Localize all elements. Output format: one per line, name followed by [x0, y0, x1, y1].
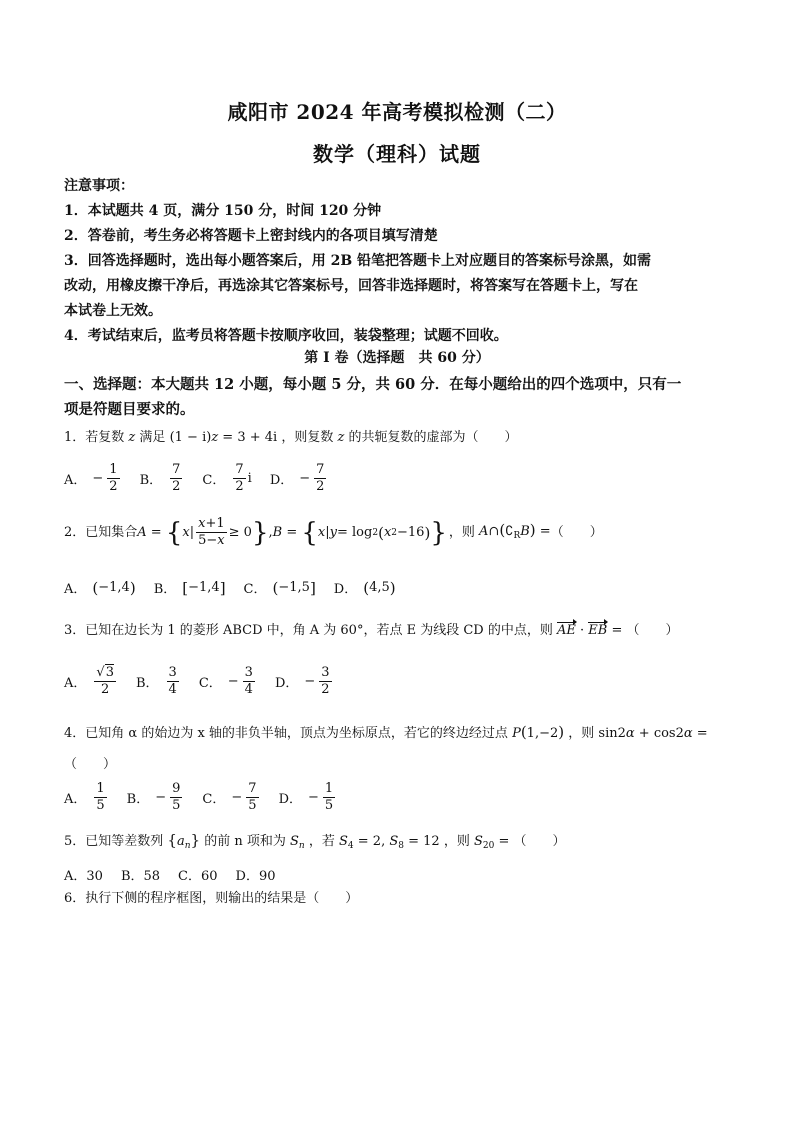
question-4-blank: （ ）	[64, 757, 117, 772]
option-b[interactable]: B． $\frac{7}{2}$	[139, 462, 181, 494]
question-4: 4．已知角 α 的始边为 x 轴的非负半轴，顶点为坐标原点，若它的终边经过点 P(1,−2) ，则 sin2α + cos2α =	[64, 723, 708, 741]
formula-seq: $\{a_n\}$	[167, 831, 201, 851]
option-a[interactable]: A． $\frac{√3}{2}$	[64, 665, 114, 697]
question-5: 5．已知等差数列 $\{a_n\}$ 的前 n 项和为 $S_n$ ，若 $S_4 = 2$, $S_8 = 12$ ，则 $S_{20}$ = （ ）	[64, 831, 566, 851]
note-line: 4．考试结束后，监考员将答题卡按顺序收回，装袋整理；试题不回收。	[64, 328, 508, 344]
option-c[interactable]: C． − $\frac{3}{4}$	[198, 664, 253, 697]
notes-block	[64, 174, 740, 349]
option-d[interactable]: D． − $\frac{3}{2}$	[274, 664, 330, 697]
options-4	[64, 781, 355, 814]
option-a[interactable]: A．30	[64, 869, 103, 884]
option-d[interactable]: D． − $\frac{1}{5}$	[278, 781, 334, 813]
note-line: 2．答卷前，考生务必将答题卡上密封线内的各项目填写清楚	[64, 228, 438, 244]
exam-title: 咸阳市 2024 年高考模拟检测（二）	[227, 100, 567, 124]
option-c[interactable]: C． $\frac{7}{2}$ i	[202, 462, 252, 494]
question-6: 6．执行下侧的程序框图，则输出的结果是（ ）	[64, 891, 359, 906]
option-d[interactable]: D． − $\frac{7}{2}$	[269, 462, 325, 494]
section-intro: 一、选择题：本大题共 12 小题，每小题 5 分，共 60 分．在每小题给出的四个选项中，只有一 项是符题目要求的。	[64, 376, 682, 418]
formula: (1 − i)z = 3 + 4i	[169, 430, 278, 445]
option-c[interactable]: C．60	[178, 869, 218, 884]
option-b[interactable]: B． [ −1,4 ]	[153, 578, 226, 597]
question-3: 3．已知在边长为 1 的菱形 ABCD 中，角 A 为 60°，若点 E 为线段 CD 的中点，则 AE · EB = （ ）	[64, 621, 744, 641]
formula-trig: sin2α + cos2α =	[598, 726, 708, 741]
notes-heading: 注意事项：	[64, 178, 134, 194]
formula-point: P(1,−2)	[512, 723, 565, 741]
formula-set-op: $A\cap(∁_RB)$ =	[479, 520, 551, 541]
option-b[interactable]: B．58	[120, 869, 161, 884]
formula-vector: AE · EB =	[557, 623, 622, 638]
options-2	[64, 578, 414, 597]
formula-sn: $S_n$	[290, 834, 305, 851]
formula-set-a: A = { x | $\frac{x+1}{5-x}$ ≥ 0 } , B = { x | y = log 2 ( x 2 −16 ) }	[137, 516, 447, 548]
note-line: 3．回答选择题时，选出每小题答案后，用 2B 铅笔把答题卡上对应题目的答案标号涂黑，如需	[64, 253, 652, 269]
option-d[interactable]: D．90	[235, 869, 276, 884]
option-c[interactable]: C． ( −1,5 ]	[243, 578, 316, 597]
note-line: 改动，用橡皮擦干净后，再选涂其它答案标号，回答非选择题时，将答案写在答题卡上，写在	[64, 278, 638, 294]
option-d[interactable]: D． ( 4,5 )	[333, 578, 396, 597]
option-a[interactable]: A． $\frac{1}{5}$	[64, 781, 105, 813]
formula-cond: $S_4 = 2$, $S_8 = 12$	[339, 834, 440, 851]
note-line: 本试卷上无效。	[64, 303, 162, 319]
option-c[interactable]: C． − $\frac{7}{5}$	[202, 781, 257, 813]
section-heading: 第 I 卷（选择题 共 60 分）	[304, 350, 490, 366]
question-1: 1．若复数 z 满足 (1 − i)z = 3 + 4i ，则复数 z 的共轭复数的虚部为（ ）	[64, 430, 518, 445]
note-line: 1．本试题共 4 页，满分 150 分，时间 120 分钟	[64, 203, 382, 219]
exam-subtitle: 数学（理科）试题	[313, 142, 481, 166]
formula-s20: $S_{20}$ =	[473, 834, 510, 851]
options-5	[64, 865, 294, 884]
option-b[interactable]: B． $\frac{3}{4}$	[135, 664, 177, 697]
question-2: 2．已知集合 A = { x | $\frac{x+1}{5-x}$ ≥ 0 } , B = { x | y = log 2 ( x 2 −16 ) } ，则 $A\cap(∁_RB)$ = （ ）	[64, 516, 603, 548]
options-1	[64, 462, 346, 495]
option-b[interactable]: B． − $\frac{9}{5}$	[126, 781, 181, 813]
option-a[interactable]: A． − $\frac{1}{2}$	[64, 462, 118, 494]
options-3	[64, 664, 352, 698]
option-a[interactable]: A． ( −1,4 )	[64, 578, 136, 597]
